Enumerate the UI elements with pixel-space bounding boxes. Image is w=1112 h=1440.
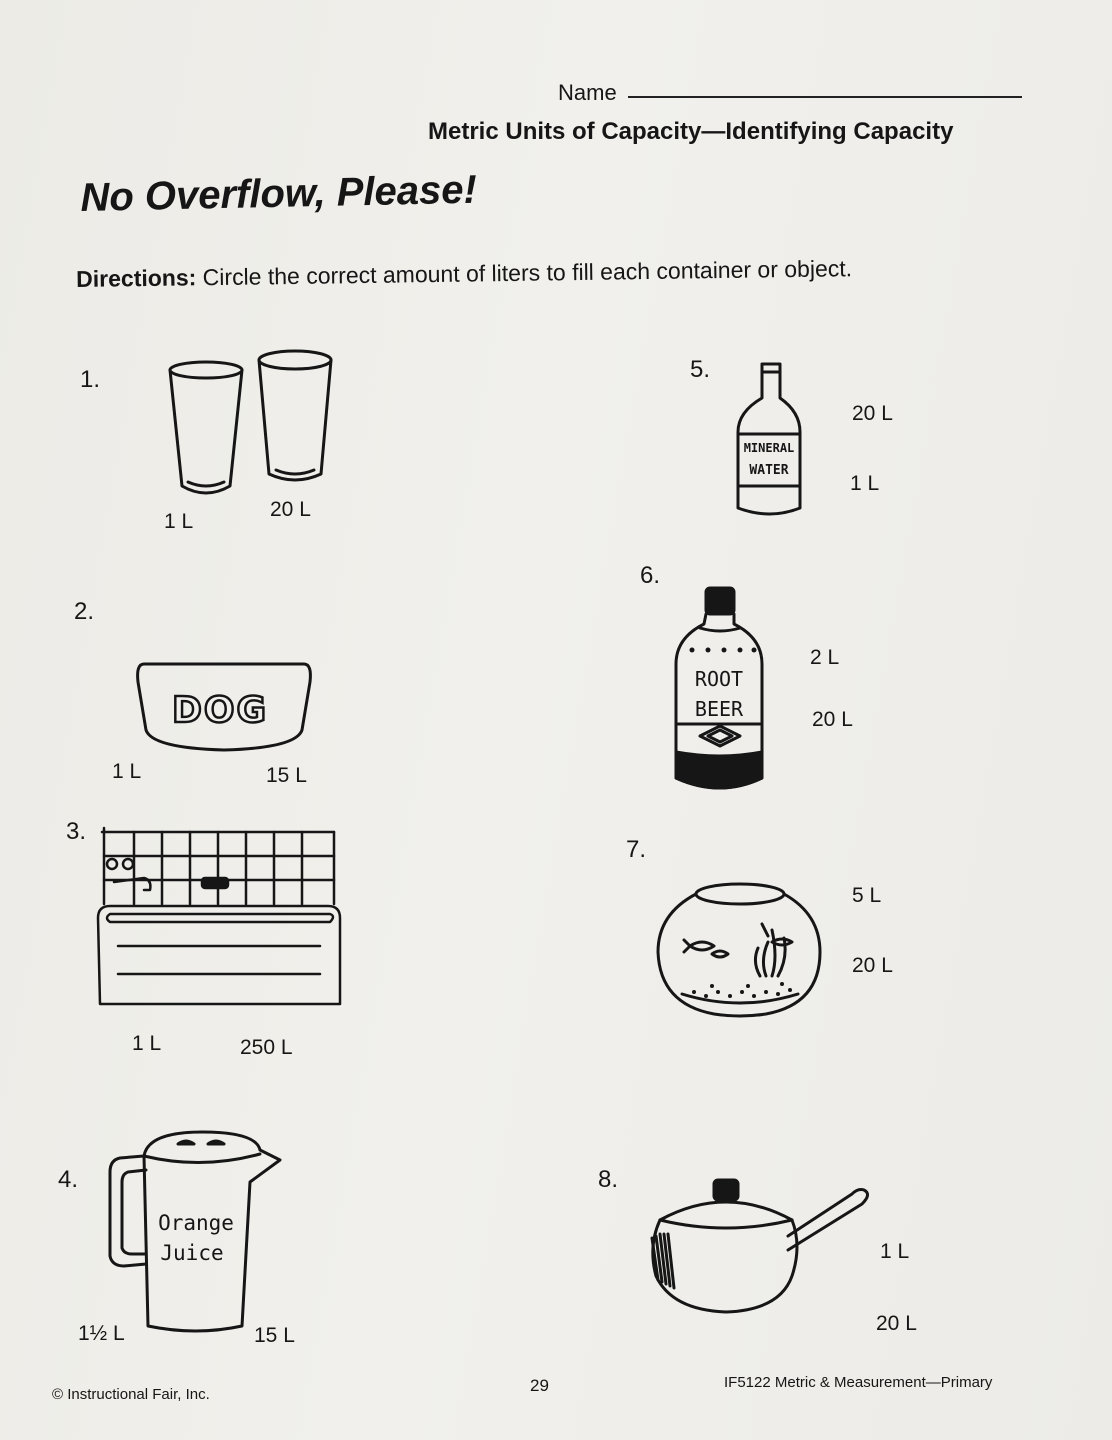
item-7-number: 7.: [626, 836, 647, 863]
worksheet-subtitle: Metric Units of Capacity—Identifying Capacity: [428, 118, 954, 145]
pitcher-label-line-2: Juice: [160, 1241, 224, 1265]
item-6-number: 6.: [640, 562, 661, 589]
item-3-option-1[interactable]: 1 L: [132, 1032, 162, 1055]
item-7-option-2[interactable]: 20 L: [852, 954, 893, 977]
item-6-option-1[interactable]: 2 L: [810, 646, 840, 669]
mineral-water-label-line-2: WATER: [749, 463, 789, 478]
item-2-number: 2.: [74, 598, 95, 625]
fishbowl-icon: [654, 880, 824, 1020]
item-2-option-2[interactable]: 15 L: [266, 764, 307, 787]
bathtub-icon: [94, 824, 344, 1010]
directions-text: Circle the correct amount of liters to fill each container or object.: [202, 255, 853, 291]
mineral-water-bottle-icon: [734, 360, 804, 520]
mineral-water-label-line-1: MINERAL: [743, 441, 795, 455]
item-8-number: 8.: [598, 1166, 619, 1193]
item-4-option-1[interactable]: 1½ L: [78, 1322, 125, 1345]
item-5-option-1[interactable]: 20 L: [852, 402, 893, 425]
item-5-option-2[interactable]: 1 L: [850, 472, 880, 495]
dog-bowl-icon: [132, 660, 316, 754]
item-6-option-2[interactable]: 20 L: [812, 708, 853, 731]
root-beer-bottle-icon: [670, 584, 768, 796]
footer-book-title: IF5122 Metric & Measurement—Primary: [724, 1374, 993, 1391]
directions-label: Directions:: [76, 264, 197, 292]
item-3-number: 3.: [66, 818, 87, 845]
root-beer-label-line-1: ROOT: [694, 667, 744, 691]
item-3-option-2[interactable]: 250 L: [240, 1036, 293, 1059]
item-4-option-2[interactable]: 15 L: [254, 1324, 295, 1347]
item-2-option-1[interactable]: 1 L: [112, 760, 142, 783]
item-1-number: 1.: [80, 366, 101, 393]
saucepan-icon: [642, 1176, 876, 1318]
directions: [76, 255, 852, 293]
item-1-option-2[interactable]: 20 L: [270, 498, 311, 521]
worksheet-title: No Overflow, Please!: [80, 167, 478, 220]
dog-bowl-label: DOG: [171, 690, 269, 731]
name-field-line[interactable]: [628, 96, 1022, 98]
footer-copyright: © Instructional Fair, Inc.: [52, 1386, 210, 1403]
orange-juice-pitcher-icon: [106, 1126, 286, 1336]
item-1-option-1[interactable]: 1 L: [164, 510, 194, 533]
root-beer-label-line-2: BEER: [694, 697, 744, 721]
item-4-number: 4.: [58, 1166, 79, 1193]
item-8-option-2[interactable]: 20 L: [876, 1312, 917, 1335]
item-7-option-1[interactable]: 5 L: [852, 884, 882, 907]
item-8-option-1[interactable]: 1 L: [880, 1240, 910, 1263]
name-label: Name: [558, 80, 617, 105]
pitcher-label-line-1: Orange: [158, 1211, 234, 1235]
item-5-number: 5.: [690, 356, 711, 383]
glasses-icon: [166, 346, 338, 506]
page-number: 29: [530, 1376, 549, 1395]
